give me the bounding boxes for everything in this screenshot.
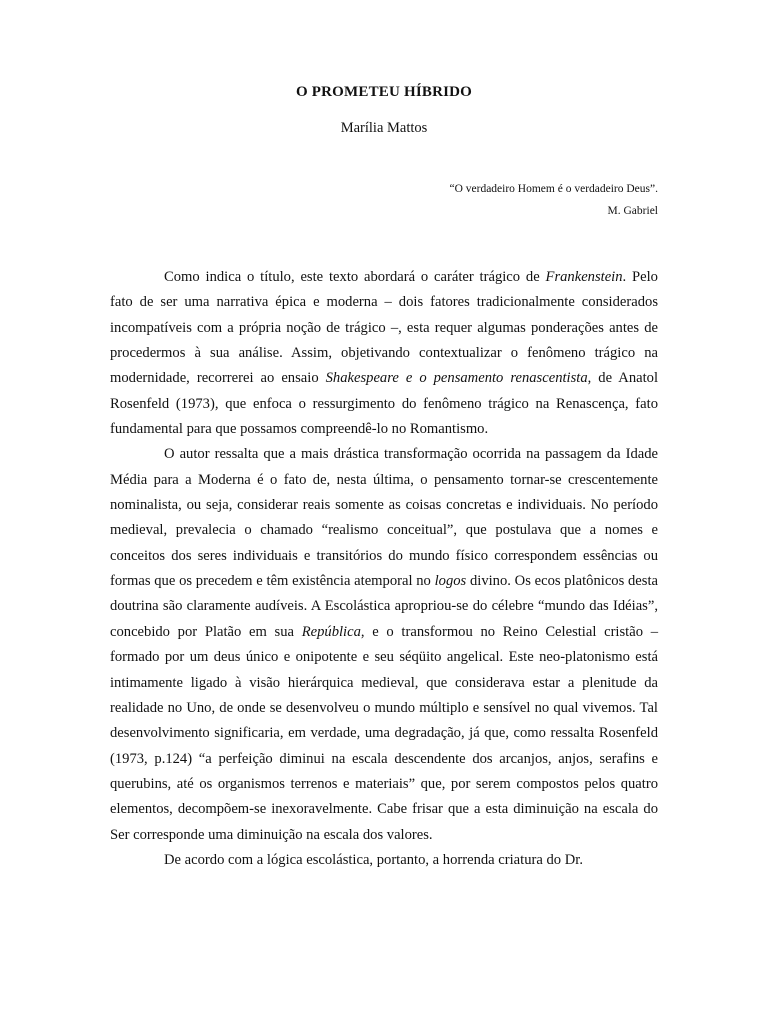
italic-essay-title: Shakespeare e o pensamento renascentista [325, 370, 588, 387]
document-title: O PROMETEU HÍBRIDO [295, 84, 473, 100]
epigraph [449, 178, 658, 222]
paragraph-2 [110, 442, 658, 848]
italic-logos: logos [434, 573, 467, 590]
paragraph-3: De acordo com a lógica escolástica, portanto, a horrenda criatura do Dr. [164, 851, 583, 868]
paragraph-2-text-a: O autor ressalta que a mais drástica transformação ocorrida na passagem da Idade Média para a Moderna é o fato de, nesta última, o pensamento tornar-se crescentemente nominalista, ou seja, considerar reais somente as coisas concretas e individuais. No período medieval, prevalecia o chamado “realismo conceitual”, que postulava que a nomes e conceitos dos seres individuais e transitórios do mundo físico correspondem essências ou formas que os precedem e têm existência atemporal no [110, 446, 658, 590]
paragraph-1-text-c: . Pelo fato de ser uma narrativa épica e moderna – dois fatores tradicionalmente considerados incompatíveis com a própria noção de trágico –, esta requer algumas ponderações antes de procedermos à sua análise. Assim, objetivando contextualizar o fenômeno trágico na modernidade, recorrerei ao ensaio [110, 269, 658, 387]
paragraph-2-text-e: , e o transformou no Reino Celestial cristão – formado por um deus único e onipotente e seu séqüito angelical. Este neo-platonismo está intimamente ligado à visão hierárquica medieval, que considerava estar a plenitude da realidade no Uno, de onde se desenvolveu o mundo múltiplo e sensível no qual vivemos. Tal desenvolvimento significaria, em verdade, uma degradação, já que, como ressalta Rosenfeld (1973, p.124) “a perfeição diminui na escala descendente dos arcanjos, anjos, serafins e querubins, até os organismos terrenos e materiais” que, por serem compostos pelos quatro elementos, decompõem-se inexoravelmente. Cabe frisar que a esta diminuição na escala do Ser corresponde uma diminuição na escala dos valores. [110, 623, 658, 843]
paragraph-1 [110, 265, 658, 442]
paragraph-2-text-c: divino. Os ecos platônicos desta doutrina são claramente audíveis. A Escolástica apropriou-se do célebre “mundo das Idéias”, concebido por Platão em sua [110, 573, 658, 640]
document-author: Marília Mattos [340, 120, 428, 136]
paragraph-1-text-a: Como indica o título, este texto abordará o caráter trágico de [164, 269, 546, 285]
italic-republica: República [301, 623, 361, 640]
italic-frankenstein: Frankenstein [545, 269, 623, 285]
epigraph-attribution: M. Gabriel [607, 205, 658, 217]
paragraph-1-text-e: , de Anatol Rosenfeld (1973), que enfoca o ressurgimento do fenômeno trágico na Renascença, fato fundamental para que possamos compreendê-lo no Romantismo. [110, 370, 658, 438]
epigraph-quote: “O verdadeiro Homem é o verdadeiro Deus”. [449, 183, 658, 195]
document-body [110, 265, 658, 873]
